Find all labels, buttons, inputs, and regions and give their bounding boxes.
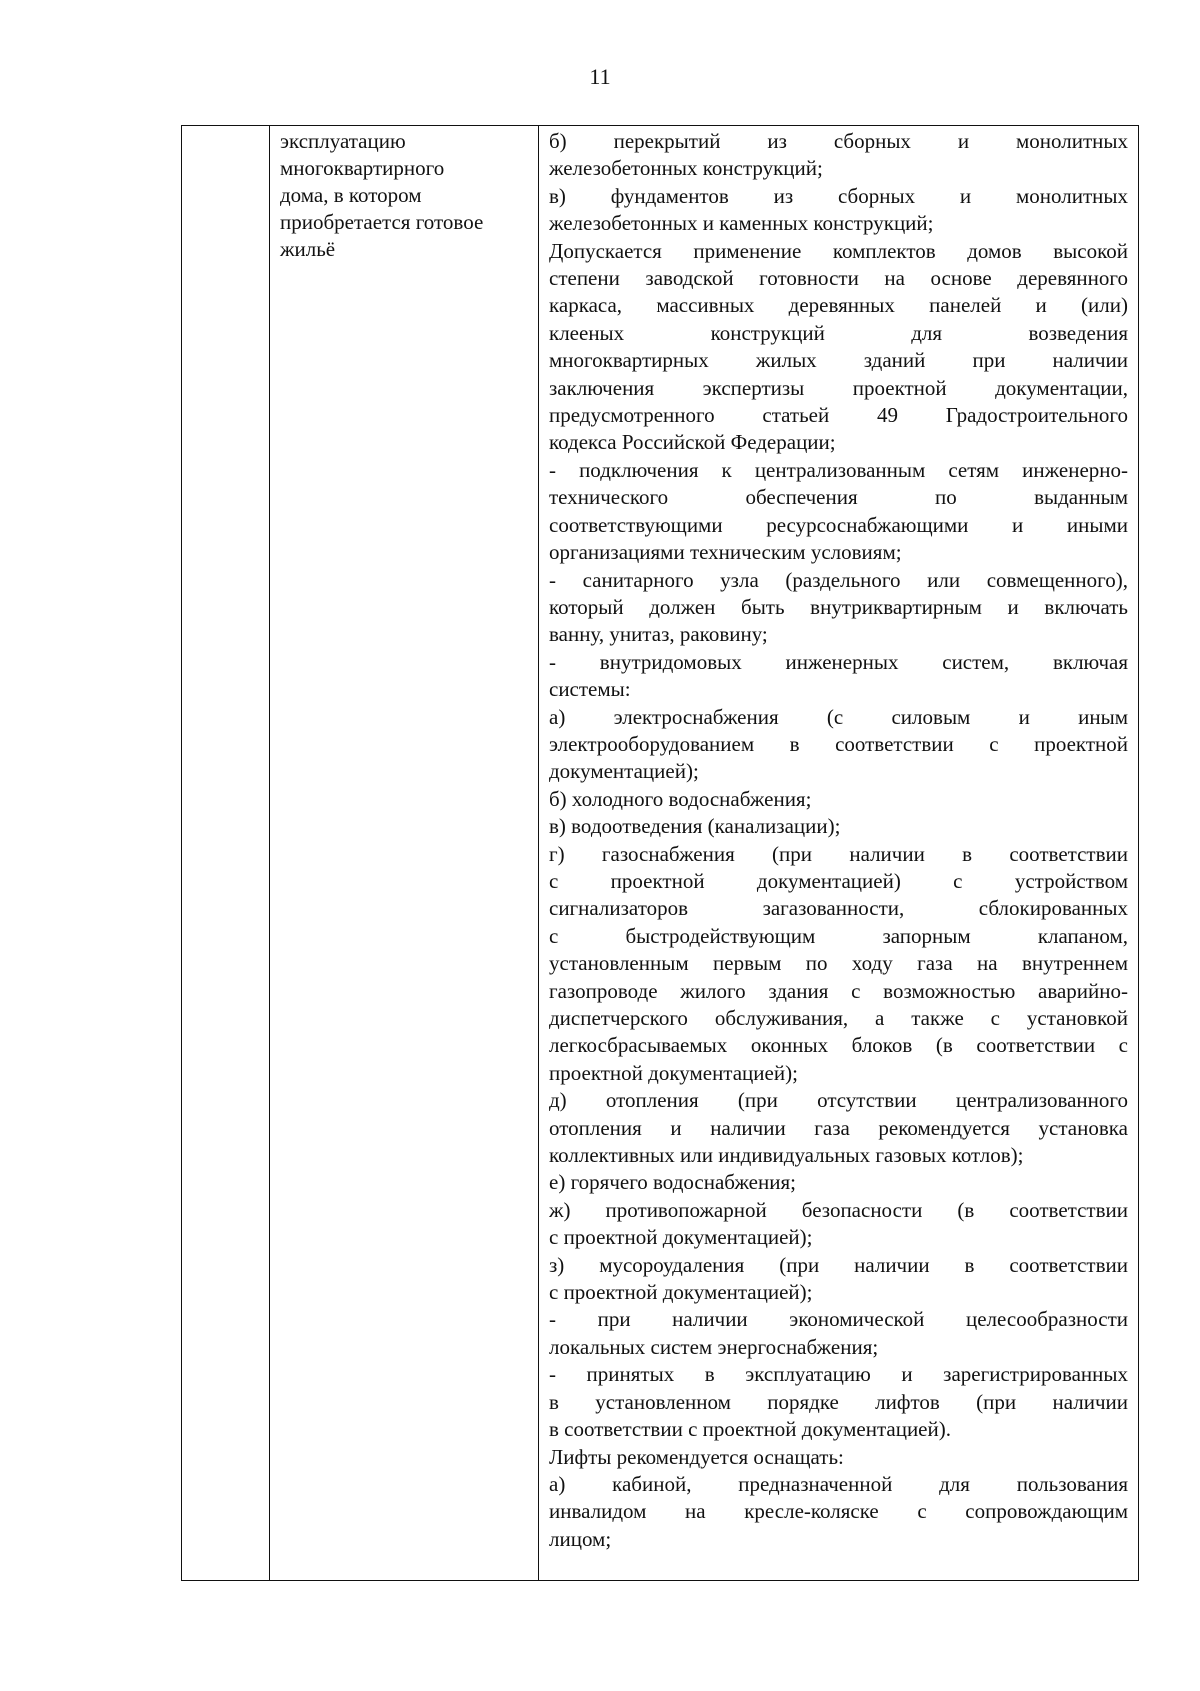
subject-line: многоквартирного (280, 156, 445, 180)
requirement-paragraph (549, 786, 1128, 813)
requirement-line: с быстродействующим запорным клапаном, (549, 923, 1128, 948)
requirement-line: соответствующими ресурсоснабжающими и иными (549, 512, 1128, 537)
requirement-line: заключения экспертизы проектной документации, (549, 375, 1128, 400)
requirement-line: е) горячего водоснабжения; (549, 1170, 796, 1195)
requirement-line: кодекса Российской Федерации; (549, 430, 836, 455)
requirement-paragraph (549, 1471, 1128, 1553)
requirement-paragraph (549, 183, 1128, 238)
table-cell-number (182, 126, 270, 1581)
requirement-paragraph (549, 649, 1128, 704)
requirement-line: организациями техническим условиям; (549, 540, 902, 565)
requirements-table (181, 125, 1139, 1581)
requirement-line: б) перекрытий из сборных и монолитных (549, 129, 1128, 153)
requirement-line: степени заводской готовности на основе деревянного (549, 266, 1128, 291)
requirement-line: диспетчерского обслуживания, а также с установкой (549, 1006, 1128, 1030)
requirement-line: б) холодного водоснабжения; (549, 786, 812, 811)
requirement-line: каркаса, массивных деревянных панелей и (или) (549, 293, 1128, 318)
requirement-paragraph (549, 567, 1128, 649)
subject-line: дома, в котором (280, 183, 422, 207)
requirement-line: в) водоотведения (канализации); (549, 814, 841, 839)
requirement-line: проектной документацией); (549, 1060, 798, 1085)
requirement-line: отопления и наличии газа рекомендуется установка (549, 1115, 1128, 1140)
requirement-line: с проектной документацией); (549, 1225, 813, 1250)
requirement-line: газопроводе жилого здания с возможностью аварийно- (549, 978, 1128, 1003)
requirement-paragraph (549, 1169, 1128, 1196)
requirement-line: - принятых в эксплуатацию и зарегистрированных (549, 1362, 1128, 1387)
requirement-paragraph (549, 457, 1128, 567)
requirement-line: ванну, унитаз, раковину; (549, 622, 768, 647)
requirement-paragraph (549, 238, 1128, 457)
requirement-line: лицом; (549, 1526, 612, 1551)
requirement-line: г) газоснабжения (при наличии в соответствии (549, 841, 1128, 866)
requirement-line: - при наличии экономической целесообразности (549, 1307, 1128, 1332)
requirement-line: легкосбрасываемых оконных блоков (в соответствии с (549, 1033, 1128, 1058)
requirement-line: ж) противопожарной безопасности (в соответствии (549, 1197, 1128, 1222)
subject-line: эксплуатацию (280, 129, 406, 153)
requirement-line: з) мусороудаления (при наличии в соответствии (549, 1252, 1128, 1277)
requirement-line: д) отопления (при отсутствии централизованного (549, 1088, 1128, 1113)
requirement-line: с проектной документацией) с устройством (549, 868, 1128, 893)
requirement-paragraph (549, 841, 1128, 1088)
requirement-line: железобетонных и каменных конструкций; (549, 211, 934, 236)
requirement-line: а) кабиной, предназначенной для пользования (549, 1471, 1128, 1496)
requirement-paragraph (549, 1444, 1128, 1471)
requirement-line: - внутридомовых инженерных систем, включая (549, 649, 1128, 674)
requirement-paragraph (549, 813, 1128, 840)
requirement-line: инвалидом на кресле-коляске с сопровождающим (549, 1499, 1128, 1524)
requirement-line: сигнализаторов загазованности, сблокированных (549, 896, 1128, 921)
requirement-line: а) электроснабжения (с силовым и иным (549, 704, 1128, 729)
requirement-line: в соответствии с проектной документацией). (549, 1417, 951, 1442)
requirement-line: коллективных или индивидуальных газовых котлов); (549, 1143, 1024, 1168)
table-cell-subject (270, 126, 539, 1581)
requirements-text (539, 126, 1138, 1553)
requirement-line: в установленном порядке лифтов (при наличии (549, 1389, 1128, 1414)
requirement-paragraph (549, 1197, 1128, 1252)
page-number: 11 (589, 64, 611, 89)
requirement-line: локальных систем энергоснабжения; (549, 1334, 879, 1359)
requirement-paragraph (549, 1087, 1128, 1169)
requirement-line: Лифты рекомендуется оснащать: (549, 1444, 844, 1469)
requirement-line: системы: (549, 677, 631, 702)
requirement-line: технического обеспечения по выданным (549, 485, 1128, 510)
table-row (182, 126, 1139, 1581)
requirement-paragraph (549, 1361, 1128, 1443)
requirement-line: в) фундаментов из сборных и монолитных (549, 183, 1128, 208)
requirement-line: документацией); (549, 759, 699, 784)
requirement-line: клееных конструкций для возведения (549, 320, 1128, 345)
table-cell-requirements (539, 126, 1139, 1581)
requirement-paragraph (549, 704, 1128, 786)
requirement-line: железобетонных конструкций; (549, 156, 823, 181)
requirement-paragraph (549, 1252, 1128, 1307)
requirement-paragraph (549, 128, 1128, 183)
subject-line: приобретается готовое (280, 210, 484, 234)
requirement-line: - санитарного узла (раздельного или совмещенного), (549, 567, 1128, 592)
subject-line: жильё (280, 237, 336, 261)
requirement-line: многоквартирных жилых зданий при наличии (549, 348, 1128, 373)
requirement-line: Допускается применение комплектов домов высокой (549, 238, 1128, 263)
requirement-line: с проектной документацией); (549, 1280, 813, 1305)
requirement-paragraph (549, 1306, 1128, 1361)
requirement-line: предусмотренного статьей 49 Градостроительного (549, 403, 1128, 428)
subject-text (270, 126, 538, 263)
requirement-line: который должен быть внутриквартирным и включать (549, 594, 1128, 619)
requirement-line: установленным первым по ходу газа на внутреннем (549, 951, 1128, 976)
requirement-line: электрооборудованием в соответствии с проектной (549, 731, 1128, 756)
requirement-line: - подключения к централизованным сетям инженерно- (549, 457, 1128, 482)
